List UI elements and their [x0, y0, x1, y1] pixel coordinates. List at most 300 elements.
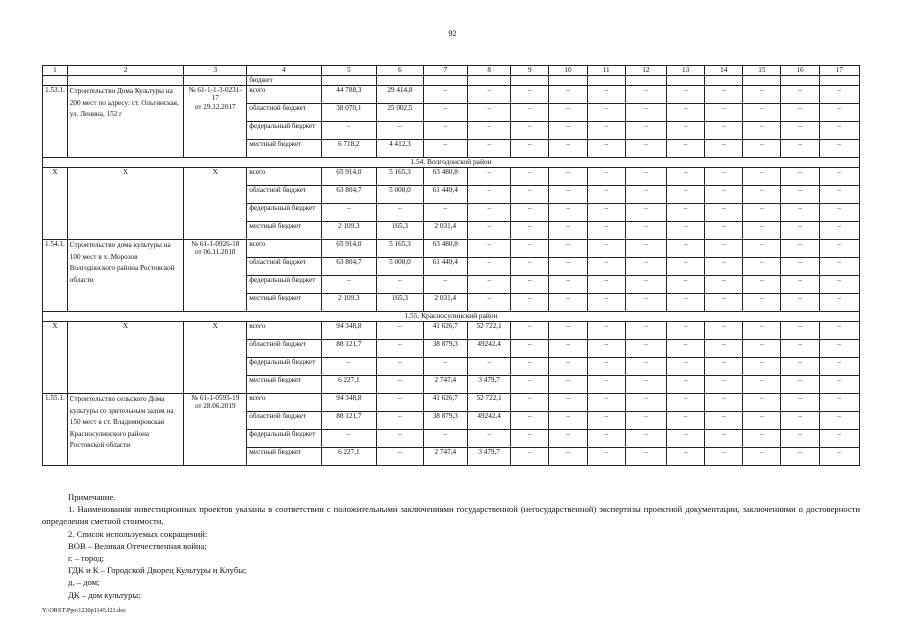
value-col-14: –: [705, 448, 743, 466]
value-col-15: –: [743, 258, 781, 276]
value-col-17: –: [819, 240, 859, 258]
column-number: 3: [184, 66, 247, 76]
value-col-8: 3 479,7: [467, 376, 510, 394]
value-col-12: –: [625, 222, 666, 240]
value-col-9: –: [511, 394, 549, 412]
value-col-9: –: [511, 168, 549, 186]
value-col-10: –: [549, 430, 587, 448]
value-col-6: –: [377, 376, 423, 394]
funding-source: всего: [247, 322, 321, 340]
value-col-13: –: [666, 340, 704, 358]
value-col-12: –: [625, 276, 666, 294]
table-cell: [705, 76, 743, 86]
value-col-13: –: [666, 186, 704, 204]
value-col-11: –: [587, 276, 625, 294]
expertise-document: [184, 240, 247, 312]
value-col-11: –: [587, 104, 625, 122]
value-col-14: –: [705, 86, 743, 104]
abbr-item: д. – дом;: [68, 577, 100, 588]
value-col-10: –: [549, 448, 587, 466]
value-col-13: –: [666, 204, 704, 222]
value-col-5: 2 109,3: [321, 294, 377, 312]
value-col-11: –: [587, 168, 625, 186]
value-col-9: –: [511, 204, 549, 222]
value-col-11: –: [587, 430, 625, 448]
funding-source: федеральный бюджет: [247, 276, 321, 294]
value-col-14: –: [705, 258, 743, 276]
object-name: Строительство Дома Культуры на 200 мест по адресу: ст. Ольгинская, ул. Ленина, 152 г: [67, 86, 184, 158]
value-col-13: –: [666, 358, 704, 376]
value-col-8: 3 479,7: [467, 448, 510, 466]
value-col-7: –: [423, 358, 467, 376]
value-col-16: –: [781, 186, 819, 204]
value-col-7: 38 879,3: [423, 340, 467, 358]
file-path-footer: Y:\ORST\Ppo\1230p1145.f21.doc: [42, 607, 127, 614]
funding-source: областной бюджет: [247, 258, 321, 276]
value-col-12: –: [625, 104, 666, 122]
funding-source: федеральный бюджет: [247, 430, 321, 448]
value-col-16: –: [781, 140, 819, 158]
table-cell: [549, 76, 587, 86]
value-col-15: –: [743, 340, 781, 358]
value-col-7: –: [423, 104, 467, 122]
value-col-11: –: [587, 340, 625, 358]
value-col-6: –: [377, 322, 423, 340]
notes: [42, 491, 860, 601]
value-col-5: –: [321, 430, 377, 448]
value-col-15: –: [743, 294, 781, 312]
abbr-item: ВОВ – Великая Отечественная война;: [68, 540, 207, 551]
value-col-8: –: [467, 168, 510, 186]
value-col-5: 6 227,1: [321, 448, 377, 466]
value-col-5: 44 788,3: [321, 86, 377, 104]
value-col-17: –: [819, 122, 859, 140]
document-date: от 06.11.2018: [195, 248, 236, 257]
value-col-7: –: [423, 140, 467, 158]
value-col-15: –: [743, 168, 781, 186]
value-col-13: –: [666, 376, 704, 394]
value-col-7: 41 626,7: [423, 322, 467, 340]
value-col-15: –: [743, 358, 781, 376]
value-col-5: 2 109,3: [321, 222, 377, 240]
x-marker: Х: [43, 168, 68, 240]
value-col-12: –: [625, 448, 666, 466]
table-cell: [743, 76, 781, 86]
value-col-17: –: [819, 222, 859, 240]
table-cell: [625, 76, 666, 86]
value-col-11: –: [587, 240, 625, 258]
funding-source: федеральный бюджет: [247, 358, 321, 376]
value-col-10: –: [549, 358, 587, 376]
column-number: 6: [377, 66, 423, 76]
value-col-8: 49242,4: [467, 340, 510, 358]
value-col-9: –: [511, 222, 549, 240]
value-col-5: 88 121,7: [321, 340, 377, 358]
value-col-10: –: [549, 240, 587, 258]
value-col-17: –: [819, 340, 859, 358]
value-col-14: –: [705, 322, 743, 340]
column-number: 7: [423, 66, 467, 76]
value-col-12: –: [625, 122, 666, 140]
x-marker: Х: [67, 322, 184, 394]
funding-source: федеральный бюджет: [247, 204, 321, 222]
table-cell: [184, 76, 247, 86]
value-col-16: –: [781, 168, 819, 186]
value-col-13: –: [666, 394, 704, 412]
value-col-10: –: [549, 122, 587, 140]
value-col-12: –: [625, 376, 666, 394]
value-col-17: –: [819, 412, 859, 430]
value-col-8: –: [467, 122, 510, 140]
value-col-6: 5 000,0: [377, 258, 423, 276]
object-number: 1.54.1.: [43, 240, 68, 312]
value-col-16: –: [781, 430, 819, 448]
value-col-13: –: [666, 276, 704, 294]
value-col-6: –: [377, 358, 423, 376]
table-cell: [587, 76, 625, 86]
value-col-13: –: [666, 140, 704, 158]
value-col-6: 5 165,3: [377, 240, 423, 258]
value-col-9: –: [511, 340, 549, 358]
value-col-15: –: [743, 412, 781, 430]
value-col-8: –: [467, 240, 510, 258]
funding-source: федеральный бюджет: [247, 122, 321, 140]
value-col-17: –: [819, 430, 859, 448]
value-col-5: –: [321, 122, 377, 140]
x-marker: Х: [67, 168, 184, 240]
funding-source: местный бюджет: [247, 376, 321, 394]
value-col-10: –: [549, 204, 587, 222]
value-col-9: –: [511, 358, 549, 376]
value-col-11: –: [587, 358, 625, 376]
value-col-17: –: [819, 186, 859, 204]
column-number: 2: [67, 66, 184, 76]
table-cell: [423, 76, 467, 86]
value-col-8: –: [467, 294, 510, 312]
value-col-15: –: [743, 122, 781, 140]
value-col-17: –: [819, 258, 859, 276]
value-col-14: –: [705, 240, 743, 258]
value-col-14: –: [705, 168, 743, 186]
table-cell: [43, 76, 68, 86]
value-col-15: –: [743, 140, 781, 158]
value-col-13: –: [666, 168, 704, 186]
value-col-15: –: [743, 204, 781, 222]
object-number: 1.55.1.: [43, 394, 68, 466]
table-cell: [666, 76, 704, 86]
value-col-13: –: [666, 86, 704, 104]
value-col-17: –: [819, 204, 859, 222]
value-col-16: –: [781, 258, 819, 276]
value-col-17: –: [819, 104, 859, 122]
value-col-5: 6 227,1: [321, 376, 377, 394]
value-col-5: 65 914,0: [321, 168, 377, 186]
object-name: Строительство сельского Дома культуры со зрительным залом на 150 мест в ст. Владимировская Красносулинского района Ростовской области: [67, 394, 184, 466]
value-col-13: –: [666, 448, 704, 466]
value-col-10: –: [549, 140, 587, 158]
table-cell: [67, 76, 184, 86]
value-col-8: –: [467, 258, 510, 276]
funding-source: всего: [247, 394, 321, 412]
value-col-16: –: [781, 104, 819, 122]
header-row: [43, 66, 860, 76]
value-col-12: –: [625, 294, 666, 312]
value-col-11: –: [587, 448, 625, 466]
value-col-7: –: [423, 86, 467, 104]
value-col-7: 2 747,4: [423, 376, 467, 394]
value-col-14: –: [705, 186, 743, 204]
document-date: от 28.06.2019: [194, 402, 236, 411]
funding-source: всего: [247, 168, 321, 186]
value-col-15: –: [743, 394, 781, 412]
value-col-12: –: [625, 258, 666, 276]
table-cell: [377, 76, 423, 86]
value-col-7: –: [423, 204, 467, 222]
value-col-15: –: [743, 86, 781, 104]
value-col-6: 29 414,8: [377, 86, 423, 104]
value-col-14: –: [705, 394, 743, 412]
value-col-15: –: [743, 276, 781, 294]
value-col-10: –: [549, 258, 587, 276]
value-col-6: 165,3: [377, 294, 423, 312]
value-col-9: –: [511, 322, 549, 340]
value-col-13: –: [666, 412, 704, 430]
column-number: 16: [781, 66, 819, 76]
value-col-11: –: [587, 412, 625, 430]
value-col-10: –: [549, 322, 587, 340]
value-col-8: –: [467, 86, 510, 104]
funding-source: всего: [247, 86, 321, 104]
value-col-5: 88 121,7: [321, 412, 377, 430]
table-row: [43, 76, 860, 86]
column-number: 17: [819, 66, 859, 76]
object-number: 1.53.1.: [43, 86, 68, 158]
value-col-17: –: [819, 376, 859, 394]
value-col-14: –: [705, 204, 743, 222]
value-col-7: 2 031,4: [423, 294, 467, 312]
value-col-6: 165,3: [377, 222, 423, 240]
value-col-9: –: [511, 376, 549, 394]
value-col-8: –: [467, 140, 510, 158]
value-col-14: –: [705, 430, 743, 448]
value-col-16: –: [781, 394, 819, 412]
value-col-6: –: [377, 122, 423, 140]
value-col-10: –: [549, 86, 587, 104]
funding-source: местный бюджет: [247, 448, 321, 466]
value-col-11: –: [587, 322, 625, 340]
value-col-6: –: [377, 430, 423, 448]
value-col-16: –: [781, 376, 819, 394]
table-cell: [819, 76, 859, 86]
value-col-7: –: [423, 430, 467, 448]
x-marker: Х: [43, 322, 68, 394]
value-col-13: –: [666, 430, 704, 448]
value-col-14: –: [705, 412, 743, 430]
value-col-17: –: [819, 168, 859, 186]
budget-table: [42, 65, 860, 466]
value-col-13: –: [666, 122, 704, 140]
value-col-11: –: [587, 204, 625, 222]
x-marker: Х: [184, 322, 247, 394]
section-title: 1.54. Волгодонской район: [43, 158, 860, 168]
value-col-16: –: [781, 204, 819, 222]
value-col-11: –: [587, 294, 625, 312]
source-cell: бюджет: [247, 76, 321, 86]
value-col-6: 4 412,3: [377, 140, 423, 158]
value-col-11: –: [587, 222, 625, 240]
value-col-12: –: [625, 240, 666, 258]
column-number: 4: [247, 66, 321, 76]
value-col-7: 63 480,8: [423, 240, 467, 258]
funding-source: областной бюджет: [247, 340, 321, 358]
column-number: 15: [743, 66, 781, 76]
notes-item-2: 2. Список используемых сокращений:: [68, 528, 208, 539]
table-row: [43, 322, 860, 340]
value-col-6: –: [377, 276, 423, 294]
value-col-14: –: [705, 376, 743, 394]
funding-source: всего: [247, 240, 321, 258]
value-col-11: –: [587, 122, 625, 140]
document-date: от 29.12.2017: [194, 102, 236, 111]
value-col-13: –: [666, 104, 704, 122]
value-col-9: –: [511, 276, 549, 294]
value-col-12: –: [625, 186, 666, 204]
value-col-15: –: [743, 240, 781, 258]
value-col-8: –: [467, 358, 510, 376]
value-col-7: 38 879,3: [423, 412, 467, 430]
value-col-8: –: [467, 276, 510, 294]
value-col-14: –: [705, 222, 743, 240]
value-col-5: –: [321, 276, 377, 294]
value-col-5: 63 804,7: [321, 186, 377, 204]
column-number: 13: [666, 66, 704, 76]
expertise-document: [184, 86, 247, 158]
value-col-8: –: [467, 430, 510, 448]
value-col-9: –: [511, 258, 549, 276]
value-col-17: –: [819, 86, 859, 104]
value-col-16: –: [781, 240, 819, 258]
table-cell: [467, 76, 510, 86]
table-row: [43, 86, 860, 104]
value-col-17: –: [819, 140, 859, 158]
funding-source: областной бюджет: [247, 412, 321, 430]
section-row: [43, 158, 860, 168]
document-number: № 61-1-0926-18: [191, 240, 240, 248]
value-col-16: –: [781, 412, 819, 430]
column-number: 1: [43, 66, 68, 76]
value-col-11: –: [587, 394, 625, 412]
value-col-7: –: [423, 122, 467, 140]
value-col-13: –: [666, 240, 704, 258]
funding-source: местный бюджет: [247, 140, 321, 158]
value-col-9: –: [511, 294, 549, 312]
value-col-10: –: [549, 340, 587, 358]
notes-title: Примечание.: [68, 492, 116, 502]
value-col-12: –: [625, 168, 666, 186]
value-col-5: 94 348,8: [321, 394, 377, 412]
expertise-document: [184, 394, 247, 466]
value-col-9: –: [511, 186, 549, 204]
value-col-10: –: [549, 412, 587, 430]
value-col-7: 61 449,4: [423, 186, 467, 204]
value-col-15: –: [743, 322, 781, 340]
value-col-5: –: [321, 358, 377, 376]
value-col-7: 2 031,4: [423, 222, 467, 240]
value-col-9: –: [511, 122, 549, 140]
value-col-15: –: [743, 376, 781, 394]
value-col-12: –: [625, 322, 666, 340]
table-cell: [511, 76, 549, 86]
value-col-6: 5 000,0: [377, 186, 423, 204]
value-col-8: 52 722,1: [467, 394, 510, 412]
value-col-14: –: [705, 294, 743, 312]
value-col-13: –: [666, 294, 704, 312]
value-col-5: 94 348,8: [321, 322, 377, 340]
value-col-12: –: [625, 412, 666, 430]
column-number: 9: [511, 66, 549, 76]
value-col-14: –: [705, 140, 743, 158]
notes-item-1: 1. Наименования инвестиционных проектов указаны в соответствии с положительными заключениями государственной (негосударственной) экспертизы проектной документации, заключениями о достоверности определения сметной стоимости.: [42, 504, 860, 527]
value-col-9: –: [511, 430, 549, 448]
value-col-9: –: [511, 104, 549, 122]
value-col-9: –: [511, 448, 549, 466]
value-col-5: –: [321, 204, 377, 222]
value-col-8: 49242,4: [467, 412, 510, 430]
value-col-13: –: [666, 322, 704, 340]
value-col-10: –: [549, 186, 587, 204]
value-col-9: –: [511, 140, 549, 158]
value-col-6: –: [377, 394, 423, 412]
table-row: [43, 394, 860, 412]
column-number: 11: [587, 66, 625, 76]
value-col-13: –: [666, 222, 704, 240]
value-col-11: –: [587, 376, 625, 394]
value-col-7: –: [423, 276, 467, 294]
object-name: Строительство дома культуры на 100 мест в х. Морозов Волгодонского района Ростовской области: [67, 240, 184, 312]
value-col-7: 41 626,7: [423, 394, 467, 412]
section-row: [43, 312, 860, 322]
column-number: 14: [705, 66, 743, 76]
section-title: 1.55. Красносулинский район: [43, 312, 860, 322]
value-col-14: –: [705, 340, 743, 358]
value-col-11: –: [587, 140, 625, 158]
table-cell: [321, 76, 377, 86]
x-marker: Х: [184, 168, 247, 240]
funding-source: областной бюджет: [247, 104, 321, 122]
value-col-12: –: [625, 358, 666, 376]
value-col-16: –: [781, 294, 819, 312]
value-col-8: –: [467, 104, 510, 122]
value-col-8: –: [467, 186, 510, 204]
value-col-12: –: [625, 86, 666, 104]
value-col-16: –: [781, 122, 819, 140]
value-col-9: –: [511, 412, 549, 430]
value-col-6: –: [377, 204, 423, 222]
funding-source: местный бюджет: [247, 222, 321, 240]
value-col-14: –: [705, 276, 743, 294]
value-col-11: –: [587, 258, 625, 276]
value-col-16: –: [781, 358, 819, 376]
column-number: 10: [549, 66, 587, 76]
value-col-10: –: [549, 104, 587, 122]
value-col-12: –: [625, 140, 666, 158]
page-number: 92: [448, 29, 457, 38]
value-col-9: –: [511, 86, 549, 104]
abbr-item: ДК – дом культуры;: [68, 589, 141, 600]
value-col-5: 63 804,7: [321, 258, 377, 276]
value-col-9: –: [511, 240, 549, 258]
value-col-15: –: [743, 186, 781, 204]
